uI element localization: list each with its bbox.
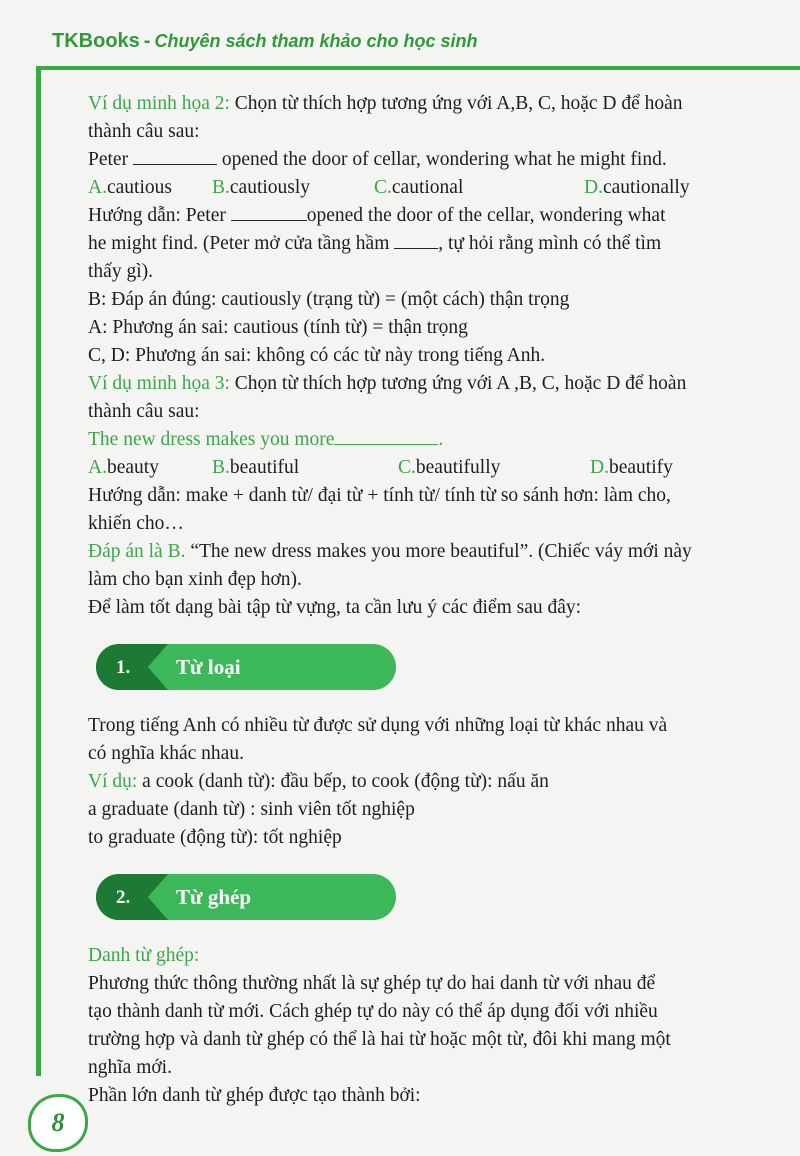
option-text: beautifully xyxy=(415,457,501,478)
ex2-instruction xyxy=(88,90,778,118)
ex2-option-c xyxy=(374,174,584,202)
example-text: a cook (danh từ): đầu bếp, to cook (động từ): nấu ăn xyxy=(137,771,549,792)
section2-body-e: Phần lớn danh từ ghép được tạo thành bởi: xyxy=(88,1085,421,1106)
ex2-options xyxy=(88,174,778,202)
ex3-instruction-cont: thành câu sau: xyxy=(88,401,200,422)
ex2-option-b xyxy=(212,174,374,202)
ex3-instruction xyxy=(88,370,778,398)
ex3-option-b xyxy=(212,454,398,482)
ex2-guide-pre: Hướng dẫn: Peter xyxy=(88,205,231,226)
ex3-question-pre: The new dress makes you more xyxy=(88,429,335,450)
ex3-note: Để làm tốt dạng bài tập từ vựng, ta cần lưu ý các điểm sau đây: xyxy=(88,597,582,618)
ex2-question xyxy=(88,146,778,174)
ex2-question-post: opened the door of cellar, wondering what he might find. xyxy=(216,149,667,170)
option-text: cautional xyxy=(391,177,464,198)
ex3-option-d xyxy=(590,454,673,482)
section1-example-3: to graduate (động từ): tốt nghiệp xyxy=(88,827,342,848)
ex3-option-c xyxy=(398,454,590,482)
option-letter: D. xyxy=(590,457,609,478)
ex3-guide: Hướng dẫn: make + danh từ/ đại từ + tính từ/ tính từ so sánh hơn: làm cho, xyxy=(88,485,671,506)
ex2-option-a xyxy=(88,174,212,202)
ex3-question-post: . xyxy=(438,429,444,450)
page-number-badge xyxy=(28,1094,88,1152)
brand-name: TKBooks xyxy=(52,30,140,52)
ex2-guide-line3: thấy gì). xyxy=(88,261,153,282)
brand-tagline: Chuyên sách tham khảo cho học sinh xyxy=(154,31,478,51)
example-label: Ví dụ: xyxy=(88,771,138,792)
section-number-cap xyxy=(96,644,168,690)
ex3-answer xyxy=(88,538,778,566)
section-number: 1. xyxy=(116,657,131,678)
answer-blank xyxy=(231,202,307,221)
ex3-answer-label: Đáp án là B. xyxy=(88,541,186,562)
option-text: beautify xyxy=(608,457,673,478)
ex3-option-a xyxy=(88,454,212,482)
ex3-guide-cont: khiến cho… xyxy=(88,513,184,534)
header-rule xyxy=(36,66,800,70)
ex2-question-pre: Peter xyxy=(88,149,133,170)
page-content xyxy=(88,90,778,1110)
option-letter: A. xyxy=(88,457,107,478)
option-letter: C. xyxy=(398,457,416,478)
section1-example-2: a graduate (danh từ) : sinh viên tốt nghiệp xyxy=(88,799,415,820)
ex3-options xyxy=(88,454,778,482)
page-number: 8 xyxy=(51,1108,65,1137)
section-number: 2. xyxy=(116,887,131,908)
ex2-guide-post: opened the door of the cellar, wondering what xyxy=(306,205,666,226)
ex2-guide xyxy=(88,202,778,230)
ex2-answer-b: B: Đáp án đúng: cautiously (trạng từ) = (một cách) thận trọng xyxy=(88,289,570,310)
answer-blank xyxy=(334,426,438,445)
option-text: beauty xyxy=(106,457,159,478)
ex2-instruction-cont: thành câu sau: xyxy=(88,121,200,142)
section2-body-a: Phương thức thông thường nhất là sự ghép tự do hai danh từ với nhau để xyxy=(88,973,656,994)
option-letter: D. xyxy=(584,177,603,198)
option-letter: A. xyxy=(88,177,107,198)
option-text: cautionally xyxy=(602,177,690,198)
ex3-instruction-text: Chọn từ thích hợp tương ứng với A ,B, C, hoặc D để hoàn xyxy=(229,373,687,394)
section-header-2 xyxy=(96,874,396,920)
ex2-guide-line2-post: , tự hỏi rằng mình có thể tìm xyxy=(438,233,662,254)
section2-body-d: nghĩa mới. xyxy=(88,1057,172,1078)
option-text: beautiful xyxy=(229,457,300,478)
ex2-option-d xyxy=(584,174,690,202)
header-separator: - xyxy=(143,30,151,52)
section1-body-cont: có nghĩa khác nhau. xyxy=(88,743,244,764)
section-title: Từ ghép xyxy=(176,885,252,909)
option-letter: B. xyxy=(212,457,230,478)
section2-subhead: Danh từ ghép: xyxy=(88,945,200,966)
option-text: cautious xyxy=(106,177,172,198)
ex2-guide-line2-pre: he might find. (Peter mở cửa tầng hầm xyxy=(88,233,395,254)
section-title: Từ loại xyxy=(176,655,241,679)
section2-body-b: tạo thành danh từ mới. Cách ghép tự do này có thể áp dụng đối với nhiều xyxy=(88,1001,658,1022)
option-text: cautiously xyxy=(229,177,311,198)
margin-rule xyxy=(36,66,41,1076)
option-letter: B. xyxy=(212,177,230,198)
ex2-answer-cd: C, D: Phương án sai: không có các từ này trong tiếng Anh. xyxy=(88,345,546,366)
section-number-cap xyxy=(96,874,168,920)
ex2-guide-line2 xyxy=(88,230,778,258)
ex3-answer-text: “The new dress makes you more beautiful”. (Chiếc váy mới này xyxy=(185,541,692,562)
section1-example xyxy=(88,768,778,796)
ex2-answer-a: A: Phương án sai: cautious (tính từ) = thận trọng xyxy=(88,317,468,338)
ex3-answer-cont: làm cho bạn xinh đẹp hơn). xyxy=(88,569,302,590)
ex2-instruction-text: Chọn từ thích hợp tương ứng với A,B, C, hoặc D để hoàn xyxy=(229,93,683,114)
section2-body-c: trường hợp và danh từ ghép có thể là hai từ hoặc một từ, đôi khi mang một xyxy=(88,1029,671,1050)
ex2-label: Ví dụ minh họa 2: xyxy=(88,93,230,114)
section-header-1 xyxy=(96,644,396,690)
ex3-label: Ví dụ minh họa 3: xyxy=(88,373,230,394)
book-header xyxy=(52,30,478,58)
section1-body: Trong tiếng Anh có nhiều từ được sử dụng với những loại từ khác nhau và xyxy=(88,715,668,736)
ex3-question xyxy=(88,426,778,454)
option-letter: C. xyxy=(374,177,392,198)
answer-blank xyxy=(133,146,217,165)
answer-blank xyxy=(394,230,438,249)
